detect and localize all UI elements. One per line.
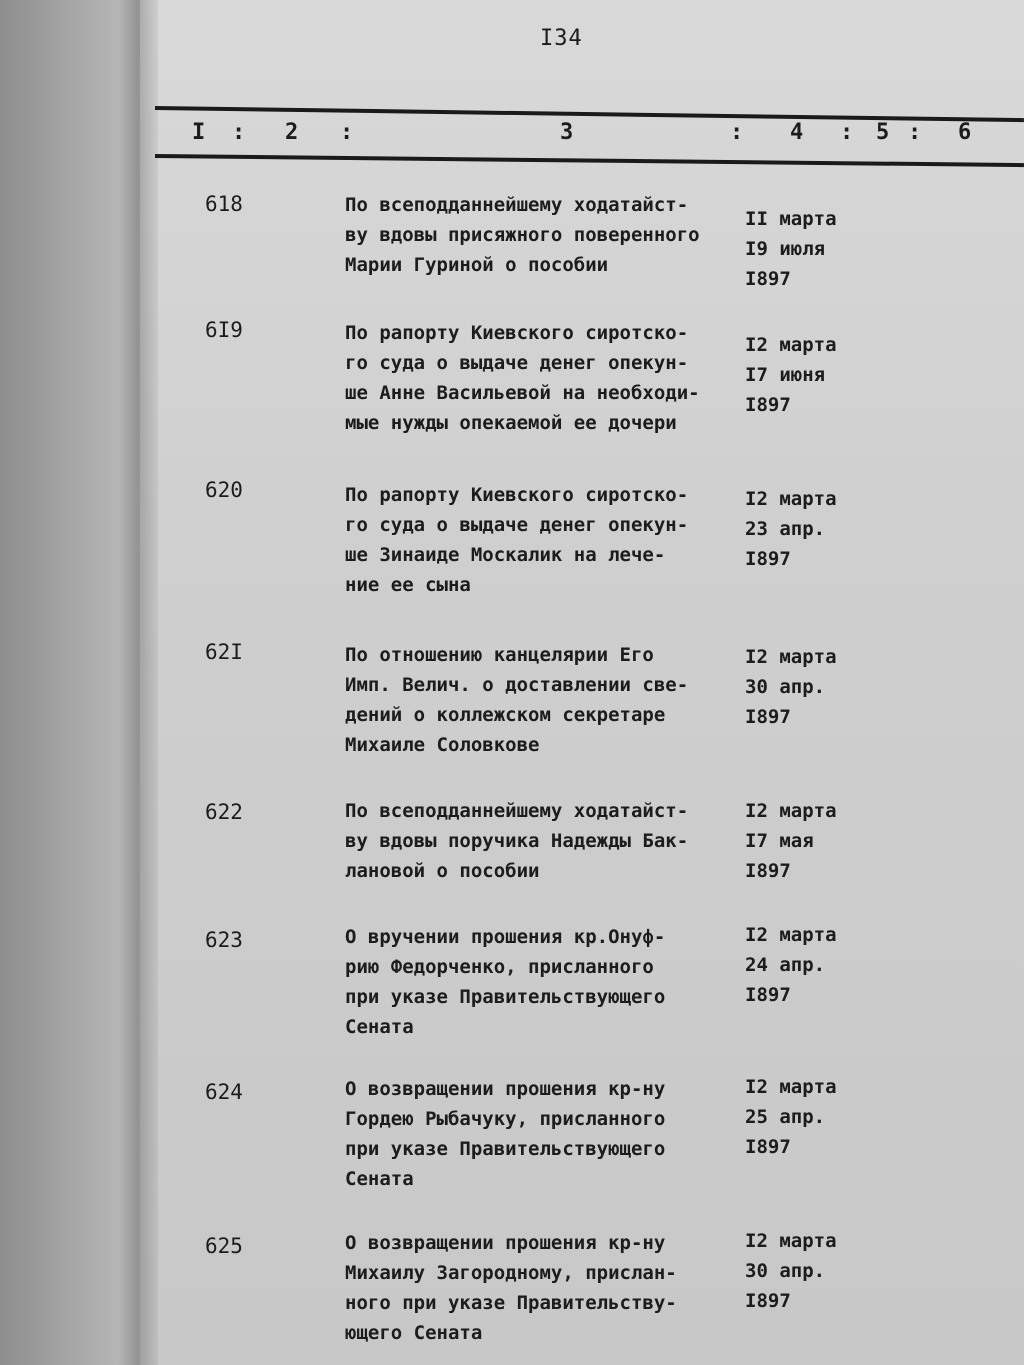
entry-description: По всеподданнейшему ходатайст- ву вдовы присяжного поверенного Марии Гуриной о пособии: [345, 194, 700, 276]
entry-dates: I2 марта 23 апр. I897: [745, 488, 837, 570]
entry-number: 625: [205, 1234, 243, 1258]
entry-number: 618: [205, 192, 243, 216]
entry-description: О возвращении прошения кр-ну Михаилу Загородному, прислан- ного при указе Правительству- ющего Сената: [345, 1232, 677, 1344]
entry-description: По всеподданнейшему ходатайст- ву вдовы поручика Надежды Бак- лановой о пособии: [345, 800, 689, 882]
column-separator: :: [340, 120, 354, 145]
entry-dates: I2 марта 30 апр. I897: [745, 646, 837, 728]
column-header-5: 5: [876, 120, 890, 145]
column-header-6: 6: [958, 120, 972, 145]
entry-dates: I2 марта I7 мая I897: [745, 800, 837, 882]
entry-dates: I2 марта 24 апр. I897: [745, 924, 837, 1006]
column-header-4: 4: [790, 120, 804, 145]
entry-description: По рапорту Киевского сиротско- го суда о выдаче денег опекун- ше Зинаиде Москалик на лече- ние ее сына: [345, 484, 689, 596]
column-separator: :: [908, 120, 922, 145]
entry-number: 620: [205, 478, 243, 502]
entry-number: 624: [205, 1080, 243, 1104]
entry-number: 622: [205, 800, 243, 824]
entry-description: По рапорту Киевского сиротско- го суда о выдаче денег опекун- ше Анне Васильевой на необходи- мые нужды опекаемой ее дочери: [345, 322, 700, 434]
column-separator: :: [232, 120, 246, 145]
column-separator: :: [840, 120, 854, 145]
entry-dates: I2 марта 30 апр. I897: [745, 1230, 837, 1312]
entry-description: О вручении прошения кр.Онуф- рию Федорченко, присланного при указе Правительствующего Сената: [345, 926, 666, 1038]
entry-dates: I2 марта I7 июня I897: [745, 334, 837, 416]
entry-dates: II марта I9 июля I897: [745, 208, 837, 290]
entry-description: По отношению канцелярии Его Имп. Велич. о доставлении све- дений о коллежском секретаре Михаиле Соловкове: [345, 644, 689, 756]
entry-number: 623: [205, 928, 243, 952]
column-header-2: 2: [285, 120, 299, 145]
book-gutter: [118, 0, 158, 1365]
entry-dates: I2 марта 25 апр. I897: [745, 1076, 837, 1158]
entry-description: О возвращении прошения кр-ну Гордею Рыбачуку, присланного при указе Правительствующего Сената: [345, 1078, 666, 1190]
page-number: I34: [540, 26, 583, 51]
column-header-3: 3: [560, 120, 574, 145]
column-header-1: I: [192, 120, 206, 145]
column-separator: :: [730, 120, 744, 145]
entry-number: 6I9: [205, 318, 243, 342]
entry-number: 62I: [205, 640, 243, 664]
